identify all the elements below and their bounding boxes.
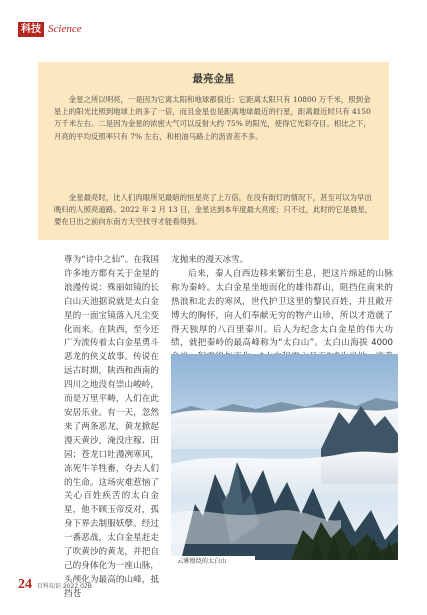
mountain-illustration <box>171 354 398 560</box>
sidebar-paragraph-2: 金星最亮时，比人们肉眼所见最暗的恒星亮了上万倍，在没有街灯的情况下，甚至可以为早出晚归的人照亮道路。2022 年 2 月 13 日，金星达到本年度最大亮度；只不过，此时的它是晨星，要在日出之前向东南方天空找寻才能看得到。 <box>54 193 373 227</box>
article-left-text: 尊为“诗中之仙”。在我国许多地方都有关于金星的浪漫传说：殊丽如镜的长白山天池据说就是太白金星的一面宝镜落入凡尘变化而来。在陕西，至今还广为流传着太白金星勇斗恶龙的侠义故事。传说在远古时期，陕西和西南的四川之地没有崇山峻岭，而是万里平畴，人们在此安居乐业。有一天，忽然来了两条恶龙，黄龙掀起漫天黄沙，淹没庄稼、田园；苍龙口吐漫冽寒风，冻死牛羊牲畜，夺去人们的生命。这场灾难惹恼了关心百姓疾苦的太白金星，他不顾玉帝反对，孤身下界去制服妖孽。经过一番恶战，太白金星赶走了吹黄沙的黄龙，并把自己的身体化为一座山脉，头颅化为最高的山峰，抵挡苍 <box>64 255 159 599</box>
section-tag: 科技 <box>18 22 44 37</box>
sidebar-box <box>38 62 389 240</box>
section-header <box>18 21 82 37</box>
section-english-label: Science <box>48 23 82 35</box>
page-footer <box>18 577 92 593</box>
photo-caption: 云雾缭绕的太白山 <box>171 556 255 568</box>
article-left-column <box>64 254 159 602</box>
article-right-para-2: 后来，秦人自西边移来繁衍生息，把这片绵延的山脉称为秦岭。太白金星坐地而化的雄伟群山，阻挡住南来的热浪和北去的寒风，世代护卫这里的黎民百姓，并且敞开博大的胸怀，向人们奉献无穷的物产山珍，所以才造就了得天独厚的八百里秦川。后人为纪念太白金星的伟大功绩，就把秦岭的最高峰称为“太白山”。太白山海拔 4000 <box>171 268 393 349</box>
article-right-para-1: 龙抛来的漫天冰雪。 <box>171 255 249 265</box>
sidebar-paragraph-1: 金星之所以明亮，一是因为它离太阳和地球都很近：它距离太阳只有 10800 万千米，照到金星上的阳光比照到地球上的多了一倍，而且金星也是距离地球最近的行星，距离最近时只有 4150 万千米左右。二是因为金星的浓密大气可以反射大约 75% 的阳光，使得它光彩夺目。相比之下，月亮的平均反照率只有 7% 左右，和柏油马路上的沥青差不多。 <box>54 95 371 141</box>
sidebar-box-title: 最亮金星 <box>192 73 235 85</box>
page-number: 24 <box>18 577 32 592</box>
mountain-photo <box>171 354 398 560</box>
magazine-issue: 百科知识 2022.02B <box>37 583 92 590</box>
